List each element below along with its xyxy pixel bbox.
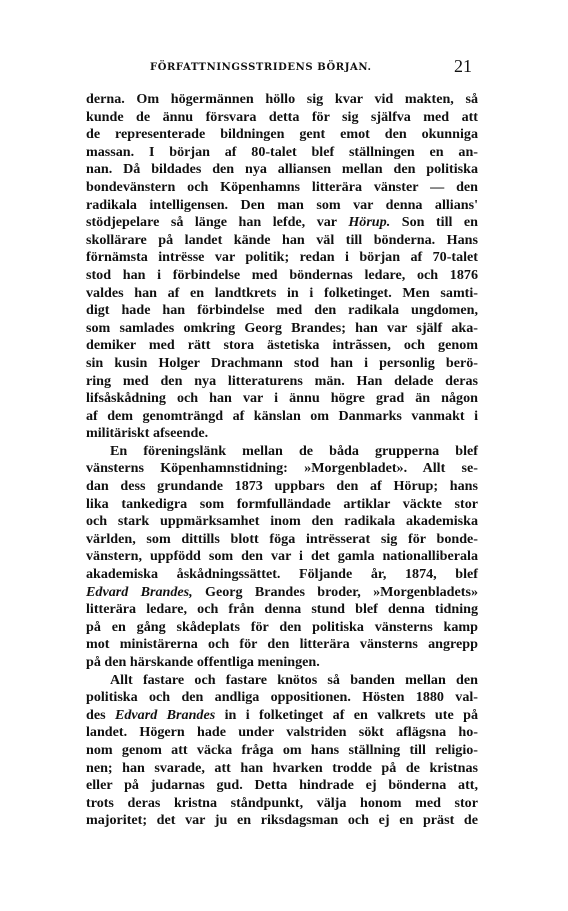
italic-name: Hörup.: [348, 214, 391, 231]
text-segment: vänstern, uppfödd som den var i det gamla nationalliberala: [86, 548, 478, 565]
text-segment: världen, som dittills blott föga intrësserat sig för bonde-: [86, 530, 478, 547]
text-segment: kunde de ännu försvara detta för sig själfva med att: [86, 108, 478, 125]
text-line: [86, 144, 478, 162]
italic-name: Edvard Brandes,: [86, 583, 193, 600]
text-line: [86, 302, 478, 320]
text-segment: valdes han af en landtkrets in i folketinget. Men samti-: [86, 284, 478, 301]
text-segment: Son till en: [390, 214, 478, 231]
text-line: [86, 232, 478, 250]
text-segment: lifsåskådning och han var i ännu högre grad än någon: [86, 390, 478, 407]
text-line: [86, 654, 478, 672]
text-segment: bondevänstern och Köpenhamns litterära vänster — den: [86, 178, 478, 195]
text-segment: vänsterns Köpenhamnstidning: »Morgenbladet». Allt se-: [86, 460, 478, 477]
text-line: [86, 408, 478, 426]
text-segment: mot ministärerna och för den litterära vänsterns angrepp: [86, 636, 478, 653]
page-number: 21: [454, 56, 472, 76]
text-line: [86, 707, 478, 725]
text-line: [86, 425, 478, 443]
text-line: [86, 126, 478, 144]
text-line: [86, 109, 478, 127]
text-line: [86, 320, 478, 338]
text-line: [86, 531, 478, 549]
text-line: [86, 742, 478, 760]
text-segment: på en gång skådeplats för den politiska vänsterns kamp: [86, 618, 478, 635]
text-line: [86, 443, 478, 461]
text-line: [86, 197, 478, 215]
text-line: [86, 636, 478, 654]
text-segment: stod han i förbindelse med böndernas ledare, och 1876: [86, 266, 478, 283]
text-segment: demiker med rätt stora ästetiska intrãssen, och genom: [86, 337, 478, 354]
text-segment: på den härskande offentliga meningen.: [86, 654, 320, 670]
text-line: [86, 249, 478, 267]
text-segment: de representerade bildningen gent emot den okunniga: [86, 126, 478, 143]
text-line: [86, 812, 478, 830]
text-line: [86, 777, 478, 795]
text-line: [86, 548, 478, 566]
text-segment: politiska och den andliga oppositionen. Hösten 1880 val-: [86, 689, 478, 706]
text-segment: eller på judarnas gud. Detta hindrade ej bönderna att,: [86, 777, 478, 794]
text-segment: massan. I början af 80-talet blef ställningen en an-: [86, 143, 478, 160]
text-line: [86, 91, 478, 109]
text-line: [86, 795, 478, 813]
text-line: [86, 179, 478, 197]
text-line: [86, 285, 478, 303]
text-segment: majoritet; det var ju en riksdagsman och ej en präst de: [86, 812, 478, 829]
text-segment: digt hade han förbindelse med den radikala ungdomen,: [86, 302, 478, 319]
text-segment: radikala intelligensen. Den man som var denna allians': [86, 196, 478, 213]
text-segment: in i folketinget af en valkrets ute på: [215, 706, 478, 723]
text-line: [86, 513, 478, 531]
text-segment: des: [86, 706, 115, 723]
text-segment: landet. Högern hade under valstriden sökt aflägsna ho-: [86, 724, 478, 741]
text-segment: akademiska åskådningssättet. Följande år, 1874, blef: [86, 566, 478, 583]
text-segment: trots deras kristna ståndpunkt, välja honom med stor: [86, 794, 478, 811]
text-line: [86, 390, 478, 408]
text-segment: dan dess grundande 1873 uppbars den af Hörup; hans: [86, 478, 478, 495]
text-segment: derna. Om högermännen höllo sig kvar vid makten, så: [86, 91, 478, 107]
body-text: [86, 91, 478, 830]
text-segment: och stark uppmärksamhet inom den radikala akademiska: [86, 513, 478, 530]
text-segment: militäriskt afseende.: [86, 425, 209, 442]
text-segment: lika tankedigra som formfulländade artiklar väckte stor: [86, 495, 478, 512]
text-segment: af dem genomträngd af känslan om Danmarks vanmakt i: [86, 407, 478, 424]
text-segment: Allt fastare och fastare knötos så banden mellan den: [110, 671, 478, 688]
text-segment: förnämsta intrësse var politik; redan i början af 70-talet: [86, 249, 478, 266]
text-segment: ring med den nya litteraturens män. Han delade deras: [86, 372, 478, 389]
italic-name: Edvard Brandes: [114, 706, 216, 723]
text-segment: litterära ledare, och från denna stund blef denna tidning: [86, 601, 478, 618]
text-line: [86, 161, 478, 179]
text-segment: nen; han svarade, att han hvarken trodde på de kristnas: [86, 759, 478, 776]
text-line: [86, 760, 478, 778]
text-segment: Georg Brandes broder, »Morgenbladets»: [192, 583, 478, 600]
text-segment: En föreningslänk mellan de båda grupperna blef: [110, 442, 478, 459]
text-segment: nom genom att väcka fråga om hans ställning till religio-: [86, 741, 478, 758]
text-line: [86, 689, 478, 707]
text-line: [86, 373, 478, 391]
text-segment: skollärare på landet kände han väl till bönderna. Hans: [86, 231, 478, 248]
text-line: [86, 337, 478, 355]
text-line: [86, 619, 478, 637]
text-line: [86, 566, 478, 584]
text-line: [86, 496, 478, 514]
text-line: [86, 601, 478, 619]
text-line: [86, 672, 478, 690]
text-segment: nan. Då bildades den nya alliansen mellan den politiska: [86, 161, 478, 178]
text-line: [86, 460, 478, 478]
running-title: FÖRFATTNINGSSTRIDENS BÖRJAN.: [150, 62, 372, 73]
text-segment: som samlades omkring Georg Brandes; han var själf aka-: [86, 319, 478, 336]
text-segment: sin kusin Holger Drachmann stod han i personlig berö-: [86, 354, 478, 371]
text-line: [86, 214, 478, 232]
text-line: [86, 724, 478, 742]
text-line: [86, 478, 478, 496]
text-line: [86, 267, 478, 285]
text-segment: stödjepelare så länge han lefde, var: [86, 214, 349, 231]
text-line: [86, 355, 478, 373]
text-line: [86, 584, 478, 602]
